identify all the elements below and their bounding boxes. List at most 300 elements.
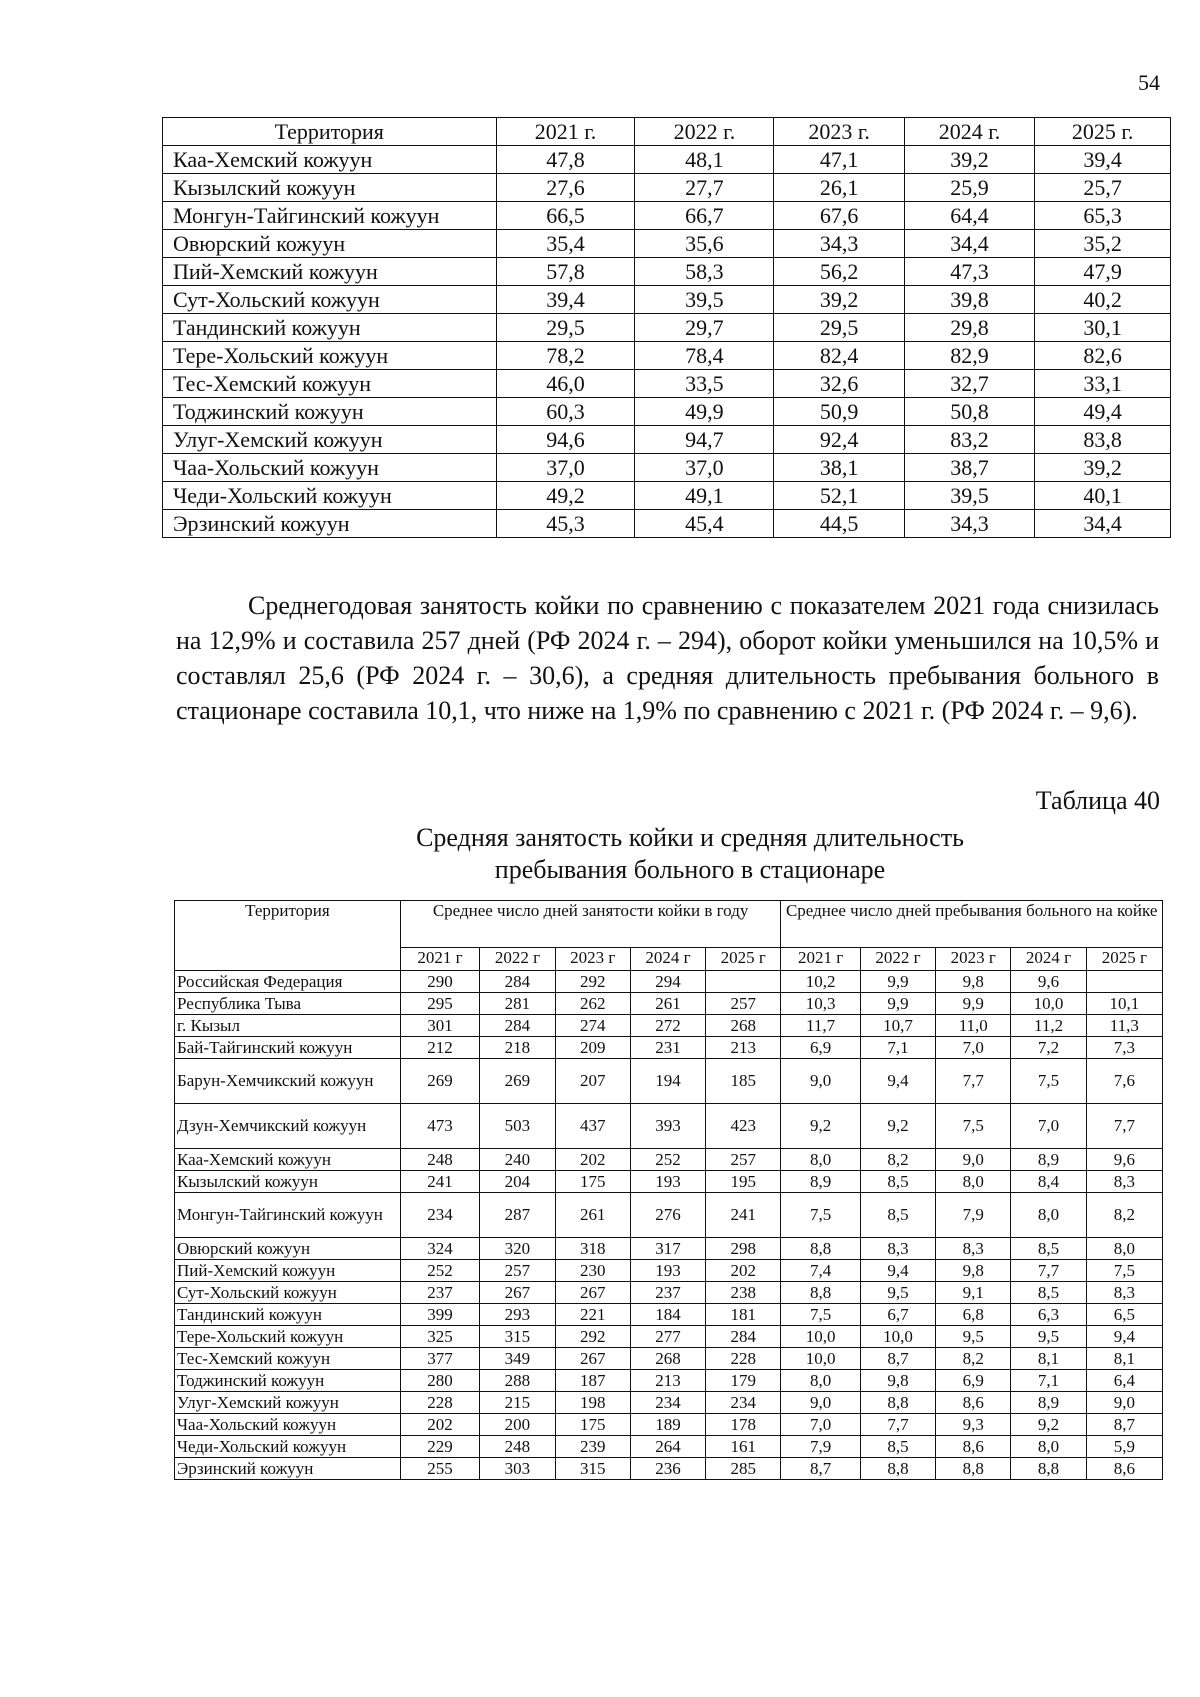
value-cell: 349 (480, 1348, 555, 1370)
value-cell: 262 (555, 993, 630, 1015)
value-cell: 7,3 (1086, 1037, 1162, 1059)
value-cell: 237 (400, 1282, 480, 1304)
value-cell: 47,9 (1035, 258, 1171, 286)
table-bed-occupancy (174, 900, 1163, 1480)
territory-cell: Республика Тыва (175, 993, 401, 1015)
value-cell: 295 (400, 993, 480, 1015)
table-row (163, 398, 1171, 426)
value-cell: 294 (630, 971, 705, 993)
value-cell: 7,5 (781, 1304, 861, 1326)
value-cell: 285 (706, 1458, 781, 1480)
header-year: 2023 г. (774, 118, 904, 146)
value-cell: 280 (400, 1370, 480, 1392)
value-cell: 9,8 (936, 1260, 1011, 1282)
table-label: Таблица 40 (1035, 786, 1160, 815)
value-cell: 187 (555, 1370, 630, 1392)
value-cell: 8,2 (860, 1149, 935, 1171)
value-cell: 292 (555, 971, 630, 993)
value-cell: 29,7 (635, 314, 774, 342)
value-cell: 213 (706, 1037, 781, 1059)
territory-cell: Монгун-Тайгинский кожуун (163, 202, 497, 230)
table-row (175, 1348, 1163, 1370)
value-cell: 7,5 (1011, 1059, 1086, 1104)
table-title-line: пребывания больного в стационаре (494, 855, 886, 884)
value-cell: 33,5 (635, 370, 774, 398)
table-header-row (163, 118, 1171, 146)
table-row (175, 1059, 1163, 1104)
value-cell: 9,4 (860, 1059, 935, 1104)
value-cell: 257 (480, 1260, 555, 1282)
value-cell: 9,5 (860, 1282, 935, 1304)
value-cell: 49,2 (496, 482, 635, 510)
value-cell: 8,3 (936, 1238, 1011, 1260)
header-year: 2022 г. (635, 118, 774, 146)
header-year: 2022 г (480, 948, 555, 971)
value-cell: 8,8 (781, 1282, 861, 1304)
territory-cell: Каа-Хемский кожуун (163, 146, 497, 174)
value-cell: 6,8 (936, 1304, 1011, 1326)
value-cell: 8,2 (936, 1348, 1011, 1370)
table-row (175, 1193, 1163, 1238)
value-cell: 399 (400, 1304, 480, 1326)
value-cell: 301 (400, 1015, 480, 1037)
value-cell: 9,9 (860, 993, 935, 1015)
table-header-row (175, 901, 1163, 948)
value-cell: 10,0 (1011, 993, 1086, 1015)
table-row (163, 174, 1171, 202)
value-cell: 287 (480, 1193, 555, 1238)
value-cell: 276 (630, 1193, 705, 1238)
value-cell: 234 (400, 1193, 480, 1238)
value-cell: 317 (630, 1238, 705, 1260)
value-cell: 83,2 (904, 426, 1034, 454)
value-cell: 11,0 (936, 1015, 1011, 1037)
value-cell: 290 (400, 971, 480, 993)
value-cell: 179 (706, 1370, 781, 1392)
territory-cell: Тес-Хемский кожуун (163, 370, 497, 398)
value-cell: 248 (480, 1436, 555, 1458)
value-cell: 261 (555, 1193, 630, 1238)
value-cell: 230 (555, 1260, 630, 1282)
value-cell: 8,8 (1011, 1458, 1086, 1480)
value-cell: 175 (555, 1171, 630, 1193)
value-cell: 8,0 (936, 1171, 1011, 1193)
value-cell: 45,4 (635, 510, 774, 538)
value-cell: 175 (555, 1414, 630, 1436)
value-cell: 82,9 (904, 342, 1034, 370)
value-cell: 9,2 (1011, 1414, 1086, 1436)
territory-cell: Улуг-Хемский кожуун (163, 426, 497, 454)
value-cell: 318 (555, 1238, 630, 1260)
table-row (163, 286, 1171, 314)
territory-cell: Пий-Хемский кожуун (175, 1260, 401, 1282)
value-cell: 25,9 (904, 174, 1034, 202)
value-cell: 8,3 (1086, 1282, 1162, 1304)
value-cell: 268 (630, 1348, 705, 1370)
table-row (163, 230, 1171, 258)
value-cell: 7,1 (1011, 1370, 1086, 1392)
value-cell: 82,4 (774, 342, 904, 370)
table-title (260, 822, 1120, 886)
value-cell: 9,6 (1011, 971, 1086, 993)
value-cell: 40,2 (1035, 286, 1171, 314)
value-cell: 9,8 (860, 1370, 935, 1392)
value-cell: 8,8 (860, 1458, 935, 1480)
value-cell: 237 (630, 1282, 705, 1304)
territory-cell: Российская Федерация (175, 971, 401, 993)
value-cell: 34,3 (904, 510, 1034, 538)
value-cell: 240 (480, 1149, 555, 1171)
value-cell: 274 (555, 1015, 630, 1037)
territory-cell: Тес-Хемский кожуун (175, 1348, 401, 1370)
value-cell: 33,1 (1035, 370, 1171, 398)
value-cell: 7,9 (936, 1193, 1011, 1238)
value-cell: 66,7 (635, 202, 774, 230)
territory-cell: Кызылский кожуун (175, 1171, 401, 1193)
value-cell: 9,5 (1011, 1326, 1086, 1348)
territory-cell: Улуг-Хемский кожуун (175, 1392, 401, 1414)
table-row (175, 1282, 1163, 1304)
territory-cell: Чаа-Хольский кожуун (163, 454, 497, 482)
value-cell: 49,4 (1035, 398, 1171, 426)
territory-cell: Тоджинский кожуун (175, 1370, 401, 1392)
value-cell: 29,8 (904, 314, 1034, 342)
value-cell: 288 (480, 1370, 555, 1392)
value-cell: 268 (706, 1015, 781, 1037)
value-cell: 325 (400, 1326, 480, 1348)
header-year: 2024 г (1011, 948, 1086, 971)
territory-cell: Сут-Хольский кожуун (175, 1282, 401, 1304)
value-cell: 234 (630, 1392, 705, 1414)
value-cell: 228 (706, 1348, 781, 1370)
value-cell: 48,1 (635, 146, 774, 174)
value-cell: 11,7 (781, 1015, 861, 1037)
value-cell: 6,3 (1011, 1304, 1086, 1326)
value-cell: 7,5 (781, 1193, 861, 1238)
value-cell: 7,7 (936, 1059, 1011, 1104)
value-cell: 9,9 (936, 993, 1011, 1015)
header-year: 2024 г. (904, 118, 1034, 146)
value-cell: 8,3 (1086, 1171, 1162, 1193)
value-cell: 50,8 (904, 398, 1034, 426)
value-cell: 39,2 (904, 146, 1034, 174)
value-cell: 35,2 (1035, 230, 1171, 258)
value-cell: 9,2 (860, 1104, 935, 1149)
value-cell: 7,1 (860, 1037, 935, 1059)
value-cell: 272 (630, 1015, 705, 1037)
value-cell: 194 (630, 1059, 705, 1104)
value-cell: 8,2 (1086, 1193, 1162, 1238)
value-cell: 8,0 (1086, 1238, 1162, 1260)
value-cell: 234 (706, 1392, 781, 1414)
value-cell: 8,0 (781, 1370, 861, 1392)
value-cell: 221 (555, 1304, 630, 1326)
value-cell: 8,6 (936, 1392, 1011, 1414)
table-row (163, 342, 1171, 370)
value-cell: 39,5 (635, 286, 774, 314)
value-cell: 215 (480, 1392, 555, 1414)
value-cell: 181 (706, 1304, 781, 1326)
value-cell: 241 (400, 1171, 480, 1193)
value-cell: 8,8 (860, 1392, 935, 1414)
value-cell: 82,6 (1035, 342, 1171, 370)
value-cell: 204 (480, 1171, 555, 1193)
value-cell: 267 (555, 1282, 630, 1304)
value-cell: 8,0 (781, 1149, 861, 1171)
value-cell: 189 (630, 1414, 705, 1436)
table-row (163, 426, 1171, 454)
value-cell: 8,8 (781, 1238, 861, 1260)
header-group-stay-length: Среднее число дней пребывания больного на койке (781, 901, 1163, 948)
table-row (163, 146, 1171, 174)
value-cell: 184 (630, 1304, 705, 1326)
value-cell: 8,1 (1011, 1348, 1086, 1370)
value-cell: 7,2 (1011, 1037, 1086, 1059)
value-cell: 29,5 (496, 314, 635, 342)
value-cell: 9,6 (1086, 1149, 1162, 1171)
value-cell: 8,6 (936, 1436, 1011, 1458)
territory-cell: Эрзинский кожуун (175, 1458, 401, 1480)
value-cell: 46,0 (496, 370, 635, 398)
value-cell: 65,3 (1035, 202, 1171, 230)
value-cell: 35,4 (496, 230, 635, 258)
value-cell: 207 (555, 1059, 630, 1104)
table-title-line: Средняя занятость койки и средняя длительность (416, 823, 964, 852)
value-cell: 218 (480, 1037, 555, 1059)
value-cell: 39,5 (904, 482, 1034, 510)
header-year: 2025 г. (1035, 118, 1171, 146)
value-cell: 39,2 (1035, 454, 1171, 482)
value-cell: 49,9 (635, 398, 774, 426)
territory-cell: Бай-Тайгинский кожуун (175, 1037, 401, 1059)
value-cell: 315 (480, 1326, 555, 1348)
value-cell: 60,3 (496, 398, 635, 426)
header-territory: Территория (175, 901, 401, 971)
value-cell: 8,5 (1011, 1238, 1086, 1260)
value-cell: 178 (706, 1414, 781, 1436)
table-row (175, 1436, 1163, 1458)
table-row (175, 1238, 1163, 1260)
value-cell: 9,1 (936, 1282, 1011, 1304)
value-cell: 228 (400, 1392, 480, 1414)
value-cell: 303 (480, 1458, 555, 1480)
territory-cell: Дзун-Хемчикский кожуун (175, 1104, 401, 1149)
value-cell: 261 (630, 993, 705, 1015)
value-cell: 202 (555, 1149, 630, 1171)
value-cell: 8,3 (860, 1238, 935, 1260)
value-cell: 213 (630, 1370, 705, 1392)
value-cell: 9,0 (936, 1149, 1011, 1171)
value-cell: 7,5 (936, 1104, 1011, 1149)
value-cell: 39,2 (774, 286, 904, 314)
value-cell: 293 (480, 1304, 555, 1326)
territory-cell: Эрзинский кожуун (163, 510, 497, 538)
header-year: 2021 г (781, 948, 861, 971)
value-cell: 269 (400, 1059, 480, 1104)
header-year: 2023 г (555, 948, 630, 971)
value-cell: 231 (630, 1037, 705, 1059)
table-row (175, 1104, 1163, 1149)
header-year: 2021 г. (496, 118, 635, 146)
value-cell: 9,8 (936, 971, 1011, 993)
value-cell: 34,4 (904, 230, 1034, 258)
table-territory-by-year (162, 117, 1171, 538)
value-cell: 284 (706, 1326, 781, 1348)
value-cell: 5,9 (1086, 1436, 1162, 1458)
value-cell: 8,6 (1086, 1458, 1162, 1480)
value-cell: 27,7 (635, 174, 774, 202)
value-cell: 10,0 (781, 1348, 861, 1370)
table-row (175, 1171, 1163, 1193)
value-cell: 32,7 (904, 370, 1034, 398)
table-row (163, 370, 1171, 398)
value-cell: 185 (706, 1059, 781, 1104)
value-cell: 58,3 (635, 258, 774, 286)
value-cell: 7,9 (781, 1436, 861, 1458)
value-cell: 34,3 (774, 230, 904, 258)
value-cell: 264 (630, 1436, 705, 1458)
value-cell: 32,6 (774, 370, 904, 398)
value-cell: 437 (555, 1104, 630, 1149)
value-cell: 212 (400, 1037, 480, 1059)
value-cell: 257 (706, 993, 781, 1015)
territory-cell: Каа-Хемский кожуун (175, 1149, 401, 1171)
value-cell: 9,2 (781, 1104, 861, 1149)
value-cell: 252 (630, 1149, 705, 1171)
value-cell: 8,5 (860, 1436, 935, 1458)
value-cell: 9,0 (1086, 1392, 1162, 1414)
table-row (175, 993, 1163, 1015)
value-cell: 267 (480, 1282, 555, 1304)
value-cell: 8,7 (1086, 1414, 1162, 1436)
value-cell: 47,8 (496, 146, 635, 174)
value-cell (1086, 971, 1162, 993)
value-cell: 252 (400, 1260, 480, 1282)
value-cell: 8,9 (1011, 1149, 1086, 1171)
header-group-occupancy-days: Среднее число дней занятости койки в году (400, 901, 781, 948)
value-cell: 38,7 (904, 454, 1034, 482)
territory-cell: Кызылский кожуун (163, 174, 497, 202)
value-cell: 7,7 (860, 1414, 935, 1436)
value-cell: 277 (630, 1326, 705, 1348)
value-cell: 8,5 (860, 1171, 935, 1193)
value-cell: 27,6 (496, 174, 635, 202)
value-cell: 7,4 (781, 1260, 861, 1282)
value-cell: 7,5 (1086, 1260, 1162, 1282)
value-cell: 10,0 (781, 1326, 861, 1348)
value-cell: 40,1 (1035, 482, 1171, 510)
territory-cell: Тоджинский кожуун (163, 398, 497, 426)
value-cell: 255 (400, 1458, 480, 1480)
territory-cell: Чеди-Хольский кожуун (163, 482, 497, 510)
table-row (175, 1414, 1163, 1436)
value-cell: 9,0 (781, 1392, 861, 1414)
value-cell: 9,3 (936, 1414, 1011, 1436)
table-row (175, 1458, 1163, 1480)
value-cell: 202 (706, 1260, 781, 1282)
value-cell: 9,5 (936, 1326, 1011, 1348)
value-cell: 94,7 (635, 426, 774, 454)
territory-cell: Сут-Хольский кожуун (163, 286, 497, 314)
value-cell: 8,9 (781, 1171, 861, 1193)
table-row (175, 1304, 1163, 1326)
table-row (163, 314, 1171, 342)
territory-cell: Барун-Хемчикский кожуун (175, 1059, 401, 1104)
value-cell: 423 (706, 1104, 781, 1149)
value-cell: 324 (400, 1238, 480, 1260)
table-row (175, 971, 1163, 993)
value-cell: 7,7 (1011, 1260, 1086, 1282)
value-cell: 239 (555, 1436, 630, 1458)
value-cell: 78,4 (635, 342, 774, 370)
table-row (175, 1392, 1163, 1414)
value-cell: 49,1 (635, 482, 774, 510)
value-cell: 25,7 (1035, 174, 1171, 202)
table-row (163, 482, 1171, 510)
value-cell: 7,0 (781, 1414, 861, 1436)
table-row (175, 1260, 1163, 1282)
value-cell: 56,2 (774, 258, 904, 286)
value-cell: 241 (706, 1193, 781, 1238)
header-year: 2022 г (860, 948, 935, 971)
value-cell: 9,9 (860, 971, 935, 993)
value-cell: 8,5 (1011, 1282, 1086, 1304)
table-row (175, 1326, 1163, 1348)
value-cell: 52,1 (774, 482, 904, 510)
paragraph-text: Среднегодовая занятость койки по сравнению с показателем 2021 года снизилась на 12,9% и составила 257 дней (РФ 2024 г. – 294), оборот койки уменьшился на 10,5% и составлял 25,6 (РФ 2024 г. – 30,6), а средняя длительность пребывания больного в стационаре составила 10,1, что ниже на 1,9% по сравнению с 2021 г. (РФ 2024 г. – 9,6). (176, 591, 1159, 725)
value-cell: 8,7 (781, 1458, 861, 1480)
table-row (163, 202, 1171, 230)
value-cell: 45,3 (496, 510, 635, 538)
value-cell: 47,3 (904, 258, 1034, 286)
value-cell: 92,4 (774, 426, 904, 454)
value-cell: 8,4 (1011, 1171, 1086, 1193)
value-cell: 292 (555, 1326, 630, 1348)
value-cell: 377 (400, 1348, 480, 1370)
value-cell: 35,6 (635, 230, 774, 258)
value-cell: 257 (706, 1149, 781, 1171)
value-cell: 503 (480, 1104, 555, 1149)
value-cell: 10,1 (1086, 993, 1162, 1015)
value-cell: 393 (630, 1104, 705, 1149)
value-cell: 8,0 (1011, 1193, 1086, 1238)
value-cell: 11,3 (1086, 1015, 1162, 1037)
value-cell: 78,2 (496, 342, 635, 370)
value-cell: 39,8 (904, 286, 1034, 314)
value-cell: 7,0 (936, 1037, 1011, 1059)
value-cell: 10,7 (860, 1015, 935, 1037)
value-cell: 229 (400, 1436, 480, 1458)
header-territory: Территория (163, 118, 497, 146)
value-cell: 9,4 (860, 1260, 935, 1282)
value-cell: 248 (400, 1149, 480, 1171)
value-cell: 66,5 (496, 202, 635, 230)
table-row (175, 1149, 1163, 1171)
value-cell: 26,1 (774, 174, 904, 202)
value-cell: 284 (480, 1015, 555, 1037)
territory-cell: Пий-Хемский кожуун (163, 258, 497, 286)
value-cell: 44,5 (774, 510, 904, 538)
value-cell: 209 (555, 1037, 630, 1059)
value-cell: 30,1 (1035, 314, 1171, 342)
value-cell: 34,4 (1035, 510, 1171, 538)
value-cell: 10,3 (781, 993, 861, 1015)
value-cell: 37,0 (496, 454, 635, 482)
value-cell: 8,8 (936, 1458, 1011, 1480)
value-cell: 10,0 (860, 1326, 935, 1348)
header-year: 2023 г (936, 948, 1011, 971)
value-cell: 202 (400, 1414, 480, 1436)
